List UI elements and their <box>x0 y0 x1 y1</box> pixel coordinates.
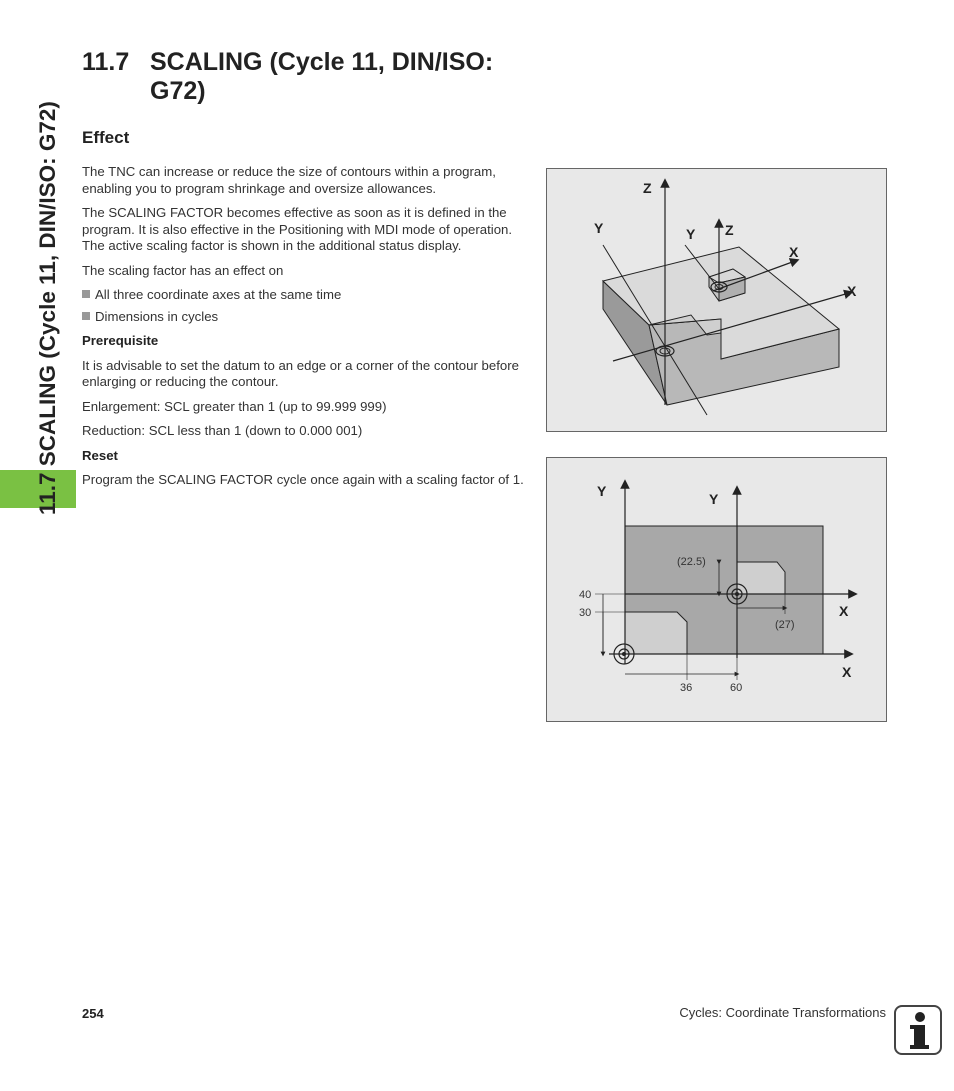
dim-label-27: (27) <box>775 619 795 631</box>
axis-label-y-small: Y <box>686 226 696 242</box>
paragraph: Enlargement: SCL greater than 1 (up to 99.999 999) <box>82 398 387 414</box>
figure-2d-svg <box>547 458 888 723</box>
axis-label-z-small: Z <box>725 222 734 238</box>
axis-label-y-small: Y <box>709 491 719 507</box>
list-item: All three coordinate axes at the same time <box>82 287 527 304</box>
axis-label-x-small: X <box>789 244 799 260</box>
paragraph: The SCALING FACTOR becomes effective as soon as it is defined in the program. It is also effective in the Positioning with MDI mode of operation. The active scaling factor is shown in the additional status display. <box>82 205 513 253</box>
page-number: 254 <box>82 1006 104 1021</box>
section-number: 11.7 <box>82 48 130 76</box>
dim-label-30: 30 <box>579 607 592 619</box>
body-text <box>82 164 527 497</box>
footer-chapter-title: Cycles: Coordinate Transformations <box>679 1005 886 1020</box>
section-title: SCALING (Cycle 11, DIN/ISO: G72) <box>150 48 494 105</box>
paragraph: Reduction: SCL less than 1 (down to 0.000 001) <box>82 423 363 438</box>
axis-label-x: X <box>847 283 857 299</box>
paragraph: The TNC can increase or reduce the size of contours within a program, enabling you to program shrinkage and oversize allowances. <box>82 164 496 196</box>
paragraph: The scaling factor has an effect on <box>82 262 284 278</box>
list-item: Dimensions in cycles <box>82 309 527 326</box>
axis-label-y: Y <box>597 483 607 499</box>
figure-3d-svg <box>547 169 888 433</box>
figure-2d-scaling <box>546 457 887 722</box>
dim-label-36: 36 <box>680 682 693 694</box>
prerequisite-heading: Prerequisite <box>82 333 159 348</box>
paragraph: Program the SCALING FACTOR cycle once again with a scaling factor of 1. <box>82 472 524 487</box>
bullet-square-icon <box>82 290 90 298</box>
dim-label-40: 40 <box>579 589 592 601</box>
dim-label-22-5: (22.5) <box>677 556 706 568</box>
effect-heading: Effect <box>82 128 130 147</box>
axis-label-x: X <box>842 664 852 680</box>
info-glyph-icon <box>896 1007 940 1053</box>
info-icon <box>894 1005 942 1055</box>
axis-label-y: Y <box>594 220 604 236</box>
axis-label-z: Z <box>643 180 652 196</box>
axis-label-x-small: X <box>839 603 849 619</box>
reset-heading: Reset <box>82 447 118 463</box>
dim-label-60: 60 <box>730 682 743 694</box>
paragraph: It is advisable to set the datum to an edge or a corner of the contour before enlarging or reducing the contour. <box>82 357 519 389</box>
bullet-square-icon <box>82 312 90 320</box>
figure-3d-scaling <box>546 168 887 432</box>
